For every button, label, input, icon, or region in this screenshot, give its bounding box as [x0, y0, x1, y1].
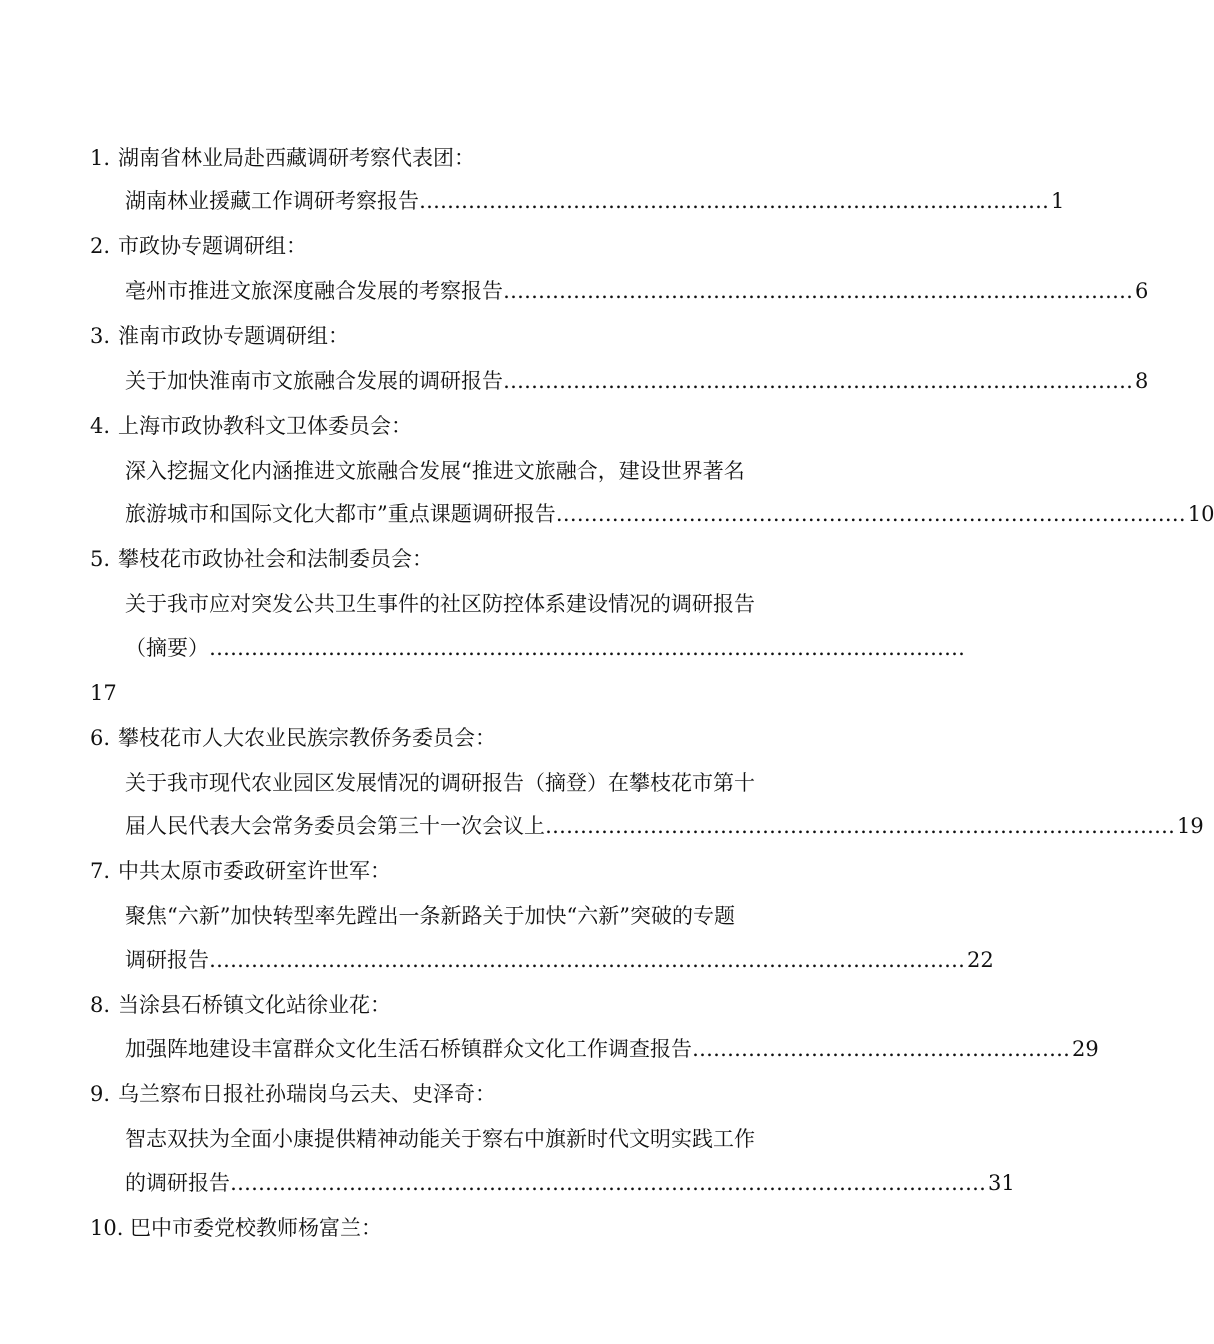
toc-entry-5-title-line-2[interactable]: [125, 630, 965, 666]
toc-entry-4-title-line-2[interactable]: [125, 496, 1214, 532]
entry-number: 7.: [90, 859, 111, 883]
leader-dots: ………………………………………………………………………………: [503, 369, 1133, 393]
toc-entry-5-title-line-1[interactable]: [125, 586, 755, 622]
toc-entry-7-heading: [90, 853, 391, 889]
entry-org: 湖南省林业局赴西藏调研考察代表团：: [118, 146, 475, 170]
page-number: 29: [1072, 1037, 1099, 1061]
toc-entry-5-heading: [90, 541, 433, 577]
entry-number: 10.: [90, 1216, 124, 1240]
leader-dots: ………………………………………………………………………………: [419, 189, 1049, 213]
entry-number: 3.: [90, 324, 111, 348]
entry-number: 6.: [90, 726, 111, 750]
entry-title: 旅游城市和国际文化大都市”重点课题调研报告: [125, 502, 556, 526]
toc-entry-5-page: [90, 675, 117, 711]
leader-dots: ………………………………………………………………………………: [503, 279, 1133, 303]
entry-org: 乌兰察布日报社孙瑞岗乌云夫、史泽奇：: [118, 1082, 496, 1106]
leader-dots: ………………………………………………………………………………………………: [209, 636, 965, 660]
page-number: 31: [988, 1171, 1015, 1195]
entry-number: 4.: [90, 414, 111, 438]
entry-title: （摘要）: [125, 636, 209, 660]
toc-entry-2-title-line[interactable]: [125, 273, 1149, 309]
toc-entry-7-title-line-2[interactable]: [125, 942, 994, 978]
page-number: 10: [1187, 502, 1214, 526]
entry-org: 市政协专题调研组：: [118, 234, 307, 258]
entry-org: 中共太原市委政研室许世军：: [118, 859, 391, 883]
entry-number: 2.: [90, 234, 111, 258]
entry-title: 加强阵地建设丰富群众文化生活石桥镇群众文化工作调查报告: [125, 1037, 692, 1061]
entry-number: 9.: [90, 1082, 111, 1106]
entry-title: 关于加快淮南市文旅融合发展的调研报告: [125, 369, 503, 393]
toc-entry-2-heading: [90, 228, 307, 264]
entry-title: 聚焦“六新”加快转型率先蹚出一条新路关于加快“六新”突破的专题: [125, 904, 735, 928]
entry-title: 的调研报告: [125, 1171, 230, 1195]
entry-title: 关于我市现代农业园区发展情况的调研报告（摘登）在攀枝花市第十: [125, 771, 755, 795]
entry-number: 5.: [90, 547, 111, 571]
toc-entry-6-title-line-2[interactable]: [125, 808, 1204, 844]
leader-dots: ………………………………………………………………………………: [545, 814, 1175, 838]
entry-title: 亳州市推进文旅深度融合发展的考察报告: [125, 279, 503, 303]
page-number: 1: [1051, 189, 1065, 213]
entry-title: 智志双扶为全面小康提供精神动能关于察右中旗新时代文明实践工作: [125, 1127, 755, 1151]
toc-entry-6-heading: [90, 720, 496, 756]
leader-dots: ………………………………………………………………………………………………: [209, 948, 965, 972]
page-number: 17: [90, 681, 117, 705]
toc-entry-3-heading: [90, 318, 349, 354]
entry-org: 上海市政协教科文卫体委员会：: [118, 414, 412, 438]
toc-entry-9-heading: [90, 1076, 496, 1112]
entry-org: 淮南市政协专题调研组：: [118, 324, 349, 348]
toc-entry-3-title-line[interactable]: [125, 363, 1149, 399]
toc-entry-4-heading: [90, 408, 412, 444]
leader-dots: ………………………………………………………………………………: [555, 502, 1186, 526]
page-number: 19: [1177, 814, 1204, 838]
entry-number: 8.: [90, 993, 111, 1017]
entry-org: 巴中市委党校教师杨富兰：: [130, 1216, 382, 1240]
entry-number: 1.: [90, 146, 111, 170]
toc-entry-9-title-line-2[interactable]: [125, 1165, 1015, 1201]
entry-title: 湖南林业援藏工作调研考察报告: [125, 189, 419, 213]
leader-dots: ………………………………………………………………………………………………: [230, 1171, 986, 1195]
toc-entry-8-heading: [90, 987, 391, 1023]
toc-entry-1-title-line[interactable]: [125, 183, 1065, 219]
toc-entry-1-heading: [90, 140, 475, 176]
entry-org: 攀枝花市政协社会和法制委员会：: [118, 547, 433, 571]
entry-title: 关于我市应对突发公共卫生事件的社区防控体系建设情况的调研报告: [125, 592, 755, 616]
page-number: 22: [967, 948, 994, 972]
toc-entry-7-title-line-1[interactable]: [125, 898, 735, 934]
leader-dots: ………………………………………………: [692, 1037, 1070, 1061]
toc-entry-10-heading: [90, 1210, 382, 1246]
toc-entry-4-title-line-1[interactable]: [125, 453, 745, 489]
page-number: 8: [1135, 369, 1149, 393]
entry-org: 攀枝花市人大农业民族宗教侨务委员会：: [118, 726, 496, 750]
page-number: 6: [1135, 279, 1149, 303]
entry-title: 深入挖掘文化内涵推进文旅融合发展“推进文旅融合，建设世界著名: [125, 459, 745, 483]
entry-org: 当涂县石桥镇文化站徐业花：: [118, 993, 391, 1017]
toc-entry-9-title-line-1[interactable]: [125, 1121, 755, 1157]
toc-entry-8-title-line[interactable]: [125, 1031, 1099, 1067]
entry-title: 调研报告: [125, 948, 209, 972]
toc-entry-6-title-line-1[interactable]: [125, 765, 755, 801]
entry-title: 届人民代表大会常务委员会第三十一次会议上: [125, 814, 545, 838]
